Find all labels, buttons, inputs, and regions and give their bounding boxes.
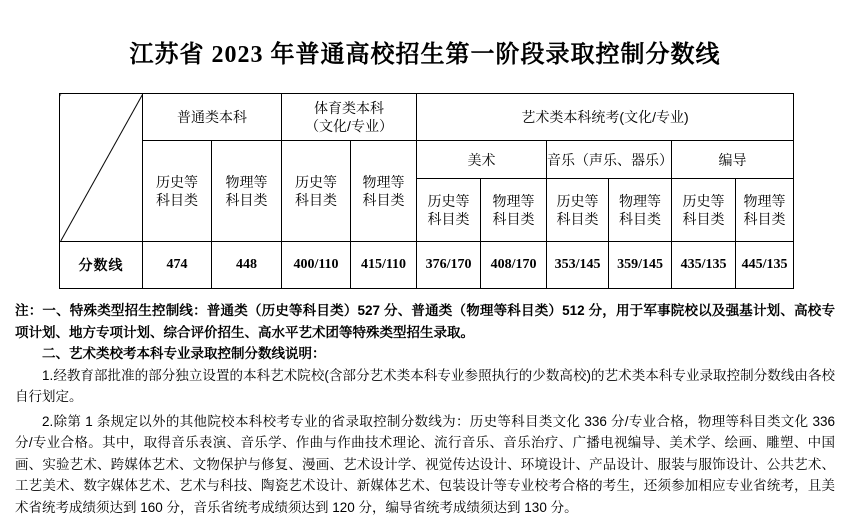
subject-header-history: 历史等 科目类	[282, 141, 351, 242]
subject-header-history: 历史等 科目类	[672, 179, 736, 242]
note-art-exam-heading: 二、艺术类校考本科专业录取控制分数线说明：	[42, 346, 326, 361]
score-fine-arts-history: 376/170	[417, 242, 481, 289]
score-directing-physics: 445/135	[736, 242, 794, 289]
score-general-physics: 448	[212, 242, 282, 289]
subject-header-physics: 物理等 科目类	[736, 179, 794, 242]
note-art-exam-item-1: 1.经教育部批准的部分独立设置的本科艺术院校(含部分艺术类本科专业参照执行的少数高校)的艺术类本科专业录取控制分数线由各校自行划定。	[15, 367, 835, 404]
row-label-score-line: 分数线	[60, 242, 143, 289]
art-category-music: 音乐（声乐、器乐）	[547, 141, 672, 179]
page-title: 江苏省 2023 年普通高校招生第一阶段录取控制分数线	[129, 42, 721, 68]
score-sports-history: 400/110	[282, 242, 351, 289]
subject-header-physics: 物理等 科目类	[481, 179, 547, 242]
group-header-sports: 体育类本科 （文化/专业）	[282, 94, 417, 141]
art-category-directing: 编导	[672, 141, 794, 179]
table-row-art-categories	[60, 141, 794, 179]
notes-section	[15, 300, 835, 518]
subject-header-history: 历史等 科目类	[143, 141, 212, 242]
table-row-scores	[60, 242, 794, 289]
subject-header-history: 历史等 科目类	[547, 179, 609, 242]
corner-diagonal-cell	[60, 94, 143, 242]
subject-header-physics: 物理等 科目类	[351, 141, 417, 242]
group-header-general: 普通类本科	[143, 94, 282, 141]
subject-header-physics: 物理等 科目类	[212, 141, 282, 242]
score-sports-physics: 415/110	[351, 242, 417, 289]
table-row-group-headers	[60, 94, 794, 141]
score-directing-history: 435/135	[672, 242, 736, 289]
score-line-table	[59, 93, 794, 289]
subject-header-history: 历史等 科目类	[417, 179, 481, 242]
score-fine-arts-physics: 408/170	[481, 242, 547, 289]
group-header-arts: 艺术类本科统考(文化/专业)	[417, 94, 794, 141]
note-special-admission-line: 注：一、特殊类型招生控制线：普通类（历史等科目类）527 分、普通类（物理等科目类）512 分，用于军事院校以及强基计划、高校专项计划、地方专项计划、综合评价招生、高水平艺术团等特殊类型招生录取。	[15, 303, 835, 340]
score-music-history: 353/145	[547, 242, 609, 289]
score-general-history: 474	[143, 242, 212, 289]
subject-header-physics: 物理等 科目类	[609, 179, 672, 242]
score-music-physics: 359/145	[609, 242, 672, 289]
art-category-fine-arts: 美术	[417, 141, 547, 179]
note-art-exam-item-2: 2.除第 1 条规定以外的其他院校本科校考专业的省录取控制分数线为：历史等科目类文化 336 分/专业合格，物理等科目类文化 336 分/专业合格。其中，取得音乐表演、音乐学、作曲与作曲技术理论、流行音乐、音乐治疗、广播电视编导、美术学、绘画、雕塑、中国画、实验艺术、跨媒体艺术、文物保护与修复、漫画、艺术设计学、视觉传达设计、环境设计、产品设计、服装与服饰设计、公共艺术、工艺美术、数字媒体艺术、艺术与科技、陶瓷艺术设计、新媒体艺术、包装设计等专业校考合格的考生，还须参加相应专业省统考，且美术省统考成绩须达到 160 分，音乐省统考成绩须达到 120 分，编导省统考成绩须达到 130 分。	[15, 413, 835, 515]
